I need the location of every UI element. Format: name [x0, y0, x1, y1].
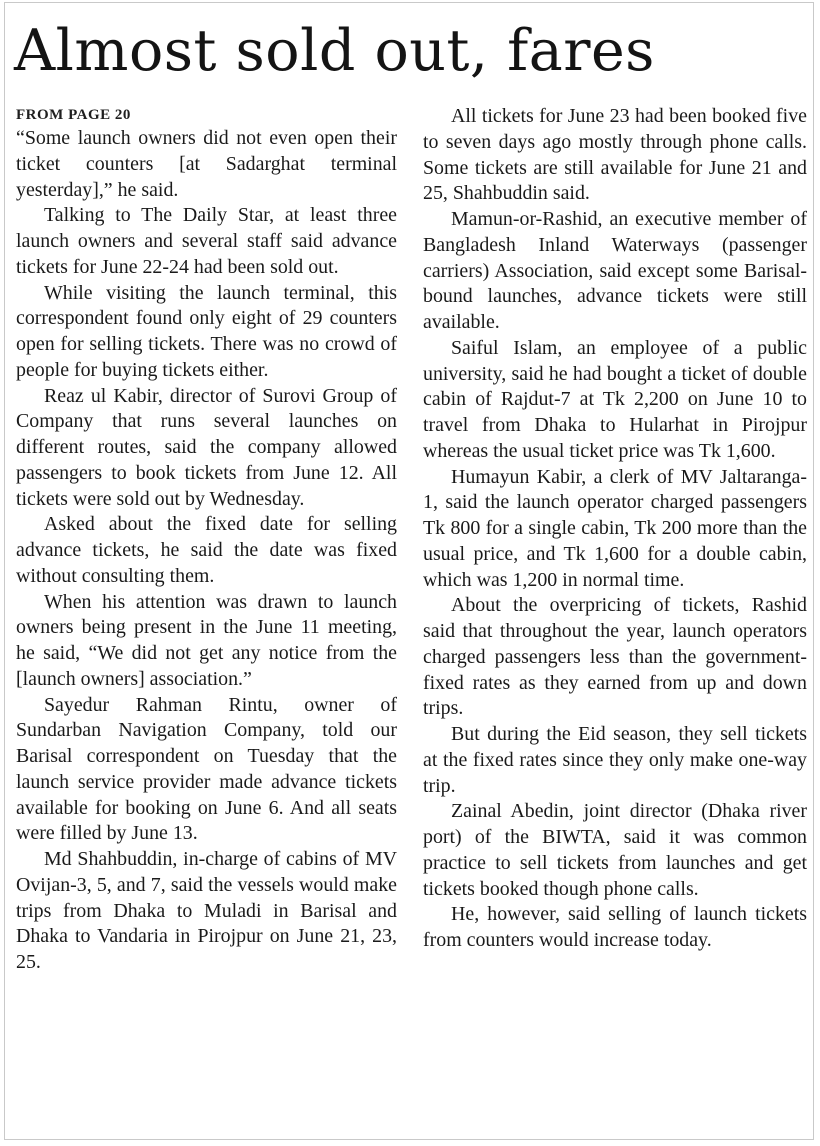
paragraph: When his attention was drawn to launch owners being present in the June 11 meeting, he said, “We did not get any notice from the [launch owners] association.” — [16, 590, 397, 690]
paragraph: Humayun Kabir, a clerk of MV Jaltaranga-1, said the launch operator charged passengers Tk 800 for a single cabin, Tk 200 more than the usual price, and Tk 1,600 for a double cabin, which was 1,200 in normal time. — [423, 465, 807, 591]
paragraph: Sayedur Rahman Rintu, owner of Sundarban Navigation Company, told our Barisal correspondent on Tuesday that the launch service provider made advance tickets available for booking on June 6. And all seats were filled by June 13. — [16, 693, 397, 845]
jump-line: FROM PAGE 20 — [16, 107, 131, 123]
paragraph: About the overpricing of tickets, Rashid said that throughout the year, launch operators charged passengers less than the government-fixed rates as they earned from up and down trips. — [423, 594, 807, 720]
paragraph: But during the Eid season, they sell tickets at the fixed rates since they only make one-way trip. — [423, 723, 807, 797]
paragraph: Md Shahbuddin, in-charge of cabins of MV Ovijan-3, 5, and 7, said the vessels would make trips from Dhaka to Muladi in Barisal and Dhaka to Vandaria in Pirojpur on June 21, 23, 25. — [16, 848, 397, 973]
paragraph: Reaz ul Kabir, director of Surovi Group of Company that runs several launches on different routes, said the company allowed passengers to book tickets from June 12. All tickets were sold out by Wednesday. — [16, 384, 397, 510]
paragraph: Asked about the fixed date for selling advance tickets, he said the date was fixed without consulting them. — [16, 513, 397, 587]
paragraph: All tickets for June 23 had been booked five to seven days ago mostly through phone calls. Some tickets are still available for June 21 and 25, Shahbuddin said. — [423, 105, 807, 205]
paragraph: Mamun-or-Rashid, an executive member of Bangladesh Inland Waterways (passenger carriers) Association, said except some Barisal-bound launches, advance tickets were still available. — [423, 208, 807, 333]
paragraph: Talking to The Daily Star, at least three launch owners and several staff said advance tickets for June 22-24 had been sold out. — [16, 204, 397, 278]
article-column-left — [16, 104, 397, 976]
paragraph: “Some launch owners did not even open their ticket counters [at Sadarghat terminal yesterday],” he said. — [16, 127, 397, 201]
article-column-right — [423, 104, 807, 954]
paragraph: Saiful Islam, an employee of a public university, said he had bought a ticket of double cabin of Rajdut-7 at Tk 2,200 on June 10 to travel from Dhaka to Hularhat in Pirojpur whereas the usual ticket price was Tk 1,600. — [423, 336, 807, 462]
paragraph: While visiting the launch terminal, this correspondent found only eight of 29 counters open for selling tickets. There was no crowd of people for buying tickets either. — [16, 281, 397, 381]
paragraph: He, however, said selling of launch tickets from counters would increase today. — [423, 903, 807, 951]
paragraph: Zainal Abedin, joint director (Dhaka river port) of the BIWTA, said it was common practice to sell tickets from launches and get tickets booked though phone calls. — [423, 800, 807, 900]
headline: Almost sold out, fares — [14, 18, 655, 84]
